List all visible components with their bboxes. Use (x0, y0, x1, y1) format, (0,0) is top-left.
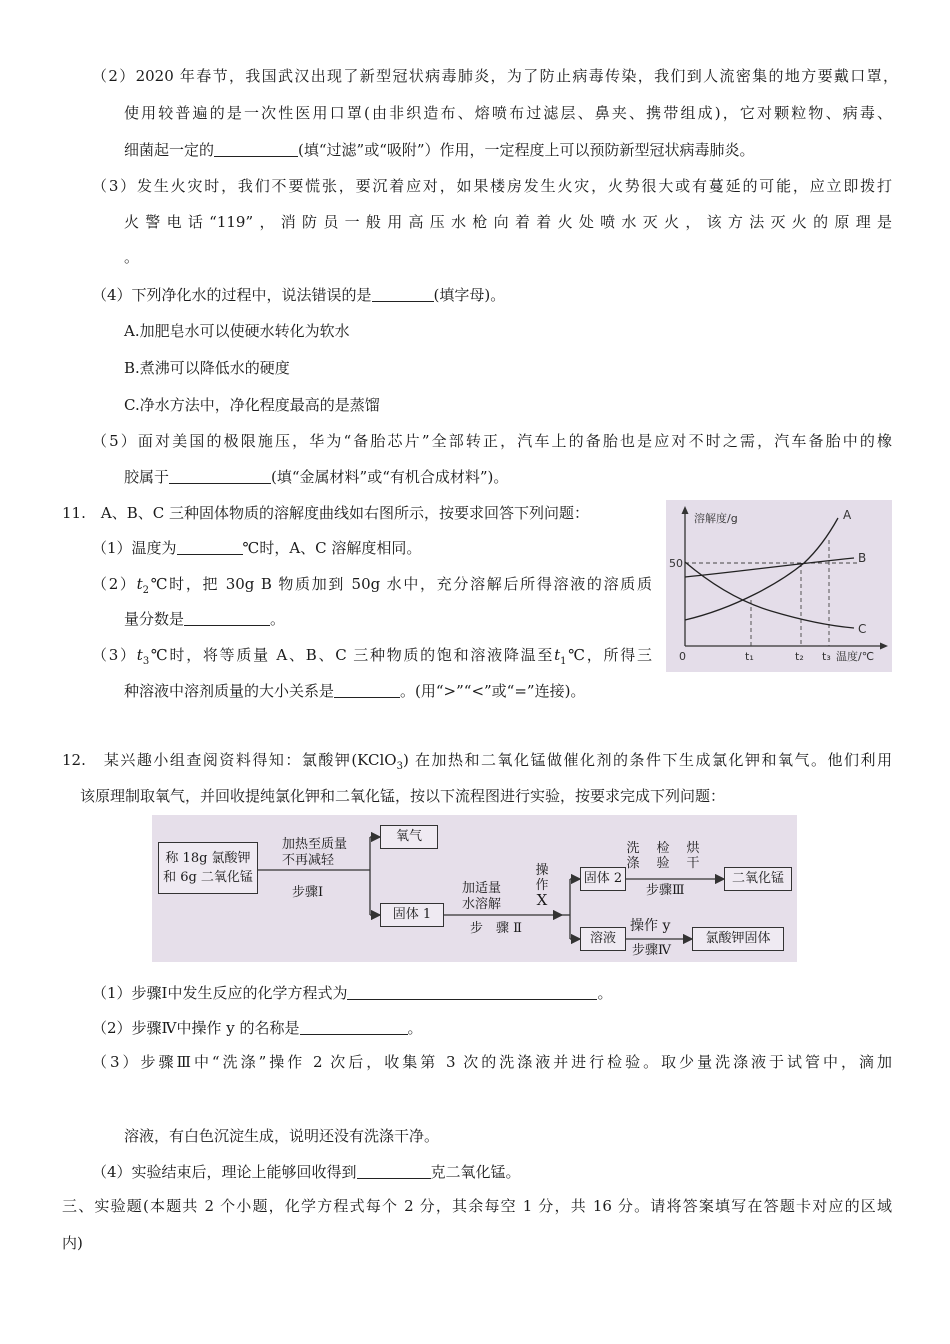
solid1-box: 固体 1 (380, 903, 444, 927)
solubility-curve-figure (666, 500, 892, 672)
q11-p2-line2: 量分数是 。 (124, 610, 286, 628)
step2-label: 步 骤 Ⅱ (470, 921, 522, 936)
start-materials-box: 称 18g 氯酸钾 和 6g 二氧化锰 (158, 842, 258, 894)
q12-p4: （4）实验结束后，理论上能够回收得到 克二氧化锰。 (92, 1163, 521, 1181)
step1-label: 步骤Ⅰ (292, 885, 324, 900)
experiment-flow-chart (152, 815, 797, 962)
q12-stem-line2: 该原理制取氧气，并回收提纯氯化钾和二氧化锰，按以下流程图进行实验，按要求完成下列问题： (80, 787, 726, 805)
answer-blank[interactable] (184, 611, 270, 626)
dissolve-label-1: 加适量 (462, 881, 502, 896)
kcl-solid-box: 氯酸钾固体 (692, 927, 784, 951)
answer-blank[interactable] (300, 1020, 408, 1035)
q10-p2-line2: 使用较普遍的是一次性医用口罩(由非织造布、熔喷布过滤层、鼻夹、携带组成)，它对颗粒物、病毒、 (124, 104, 892, 122)
q12-p3-line1: （3）步骤Ⅲ中“洗涤”操作 2 次后，收集第 3 次的洗涤液并进行检验。取少量洗涤液于试管中，滴加 (92, 1053, 892, 1071)
dissolve-label-2: 水溶解 (462, 897, 502, 912)
q10-option-a: A.加肥皂水可以使硬水转化为软水 (124, 322, 350, 340)
x-axis-label: 温度/℃ (836, 650, 875, 663)
x-tick-t3: t₃ (822, 650, 831, 663)
wash-label: 洗 涤 (626, 841, 640, 871)
q10-option-c: C.净水方法中，净化程度最高的是蒸馏 (124, 396, 380, 414)
legend-a: A (843, 508, 852, 522)
answer-blank[interactable] (169, 469, 271, 484)
x-axis-arrow (880, 643, 888, 650)
solid2-box: 固体 2 (580, 867, 626, 891)
legend-b: B (858, 551, 867, 565)
legend-c: C (858, 622, 867, 636)
q10-p5-line1: （5）面对美国的极限施压，华为“备胎芯片”全部转正，汽车上的备胎也是应对不时之需，汽车备胎中的橡 (92, 432, 892, 450)
q10-p2-line3: 细菌起一定的 (填“过滤”或“吸附”）作用，一定程度上可以预防新型冠状病毒肺炎。 (124, 141, 755, 159)
q10-p3-line3: 。 (124, 248, 140, 266)
x-tick-t1: t₁ (745, 650, 754, 663)
q10-option-b: B.煮沸可以降低水的硬度 (124, 359, 290, 377)
section3-heading-line2: 内) (62, 1234, 83, 1252)
solution-box: 溶液 (580, 927, 626, 951)
solubility-curve-chart (666, 500, 892, 672)
q10-p3-line1: （3）发生火灾时，我们不要慌张，要沉着应对，如果楼房发生火灾，火势很大或有蔓延的可能，应立即拨打 (92, 177, 892, 195)
q10-p5-line2: 胶属于 (填“金属材料”或“有机合成材料”)。 (124, 468, 509, 486)
test-label: 检 验 (656, 841, 670, 871)
q11-p2-line1: $(2)t_2℃$时，把 30g B 物质加到 50g 水中，充分溶解后所得溶液的溶质质 (92, 575, 652, 596)
q11-p3-line1: $(3)t_3℃$时，将等质量 A、B、C 三种物质的饱和溶液降温至$t_1℃$，所得三 (92, 646, 653, 667)
answer-blank[interactable] (357, 1164, 431, 1179)
q10-p3-line2: 火警电话“119”，消防员一般用高压水枪向着着火处喷水灭火，该方法灭火的原理是 (124, 213, 892, 231)
y-tick-50: 50 (669, 557, 683, 570)
q10-p4-line1: （4）下列净化水的过程中，说法错误的是 (填字母)。 (92, 286, 506, 304)
answer-blank[interactable] (214, 142, 298, 157)
operation-y-label: 操作 y (630, 918, 671, 934)
mno2-box: 二氧化锰 (724, 867, 792, 891)
answer-blank[interactable] (372, 287, 434, 302)
q12-stem-line1: 12. 某兴趣小组查阅资料得知：氯酸钾(KClO$_3$) 在加热和二氧化锰做催化剂的条件下生成氯化钾和氧气。他们利用 (62, 751, 893, 772)
q12-p3-line2: 溶液，有白色沉淀生成，说明还没有洗涤干净。 (124, 1127, 440, 1145)
q12-p2: （2）步骤Ⅳ中操作 y 的名称是 。 (92, 1019, 423, 1037)
x-tick-0: 0 (679, 650, 686, 663)
y-axis-label: 溶解度/g (694, 512, 738, 525)
q11-p1: （1）温度为 ℃时，A、C 溶解度相同。 (92, 539, 422, 557)
dry-label: 烘 干 (686, 841, 700, 871)
answer-blank[interactable] (347, 985, 597, 1000)
answer-blank[interactable] (334, 683, 400, 698)
x-tick-t2: t₂ (795, 650, 804, 663)
q10-p2-line1: （2）2020 年春节，我国武汉出现了新型冠状病毒肺炎，为了防止病毒传染，我们到人流密集的地方要戴口罩， (92, 67, 898, 85)
q11-stem: 11. A、B、C 三种固体物质的溶解度曲线如右图所示，按要求回答下列问题： (62, 504, 589, 522)
oxygen-box: 氧气 (380, 825, 438, 849)
section3-heading-line1: 三、实验题(本题共 2 个小题，化学方程式每个 2 分，其余每空 1 分，共 16 分。请将答案填写在答题卡对应的区域 (62, 1197, 892, 1215)
operation-x-label: 操 作 X (535, 863, 549, 909)
step4-label: 步骤Ⅳ (632, 943, 671, 958)
answer-blank[interactable] (177, 540, 243, 555)
y-axis-arrow (682, 506, 689, 514)
q12-p1: （1）步骤Ⅰ中发生反应的化学方程式为 。 (92, 984, 613, 1002)
heat-label-2: 不再减轻 (282, 853, 335, 868)
curve-b (685, 558, 854, 577)
heat-label-1: 加热至质量 (282, 837, 348, 852)
q11-p3-line2: 种溶液中溶剂质量的大小关系是 。(用“>”“<”或“=”连接)。 (124, 682, 586, 700)
step3-label: 步骤Ⅲ (646, 883, 685, 898)
